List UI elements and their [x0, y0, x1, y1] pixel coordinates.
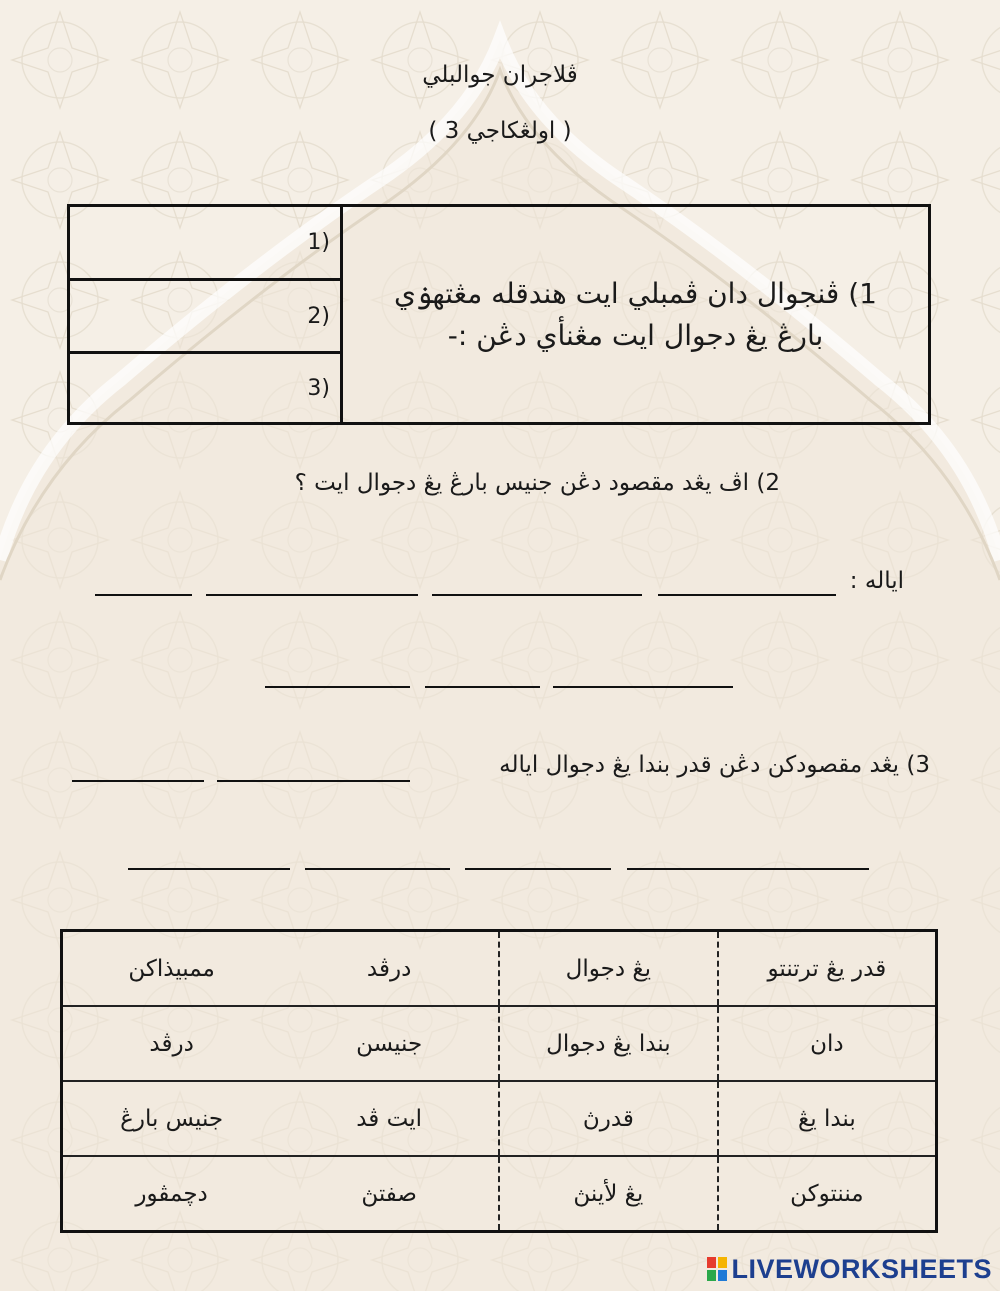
answer-label-3: 3) [307, 375, 330, 401]
question-2-blank-6[interactable] [425, 660, 540, 688]
answer-field-2[interactable] [76, 289, 300, 343]
question-3-blank-1[interactable] [217, 754, 410, 782]
question-3-blank-4[interactable] [465, 842, 611, 870]
question-1-line-2: بارڠ يڠ دجوال ايت مڠنأي دڠن :- [447, 318, 824, 352]
answer-field-3[interactable] [76, 362, 300, 414]
question-3-blank-3[interactable] [627, 842, 869, 870]
question-2-blank-2[interactable] [432, 568, 642, 596]
question-2-blank-1[interactable] [658, 568, 836, 596]
logo-square [707, 1270, 716, 1281]
logo-square [707, 1257, 716, 1268]
watermark-text: LIVEWORKSHEETS [731, 1253, 992, 1284]
word-bank-cell[interactable]: جنيسن [280, 1006, 499, 1081]
question-1-box [67, 204, 931, 425]
word-bank-cell[interactable]: درڤد [280, 931, 499, 1007]
word-bank-cell[interactable]: صفتڽ [280, 1156, 499, 1232]
word-bank-cell[interactable]: دچمڤور [135, 1180, 208, 1207]
question-3-blank-6[interactable] [128, 842, 290, 870]
question-3-blank-2[interactable] [72, 754, 204, 782]
answer-cell-1 [70, 207, 340, 281]
word-bank-cell[interactable]: يڠ دجوال [499, 931, 718, 1007]
word-bank-cell[interactable]: يڠ لأينڽ [499, 1156, 718, 1232]
word-bank-cell[interactable]: قدرڽ [499, 1081, 718, 1156]
worksheet-subtitle: ( اولڠکاجي 3 ) [428, 118, 572, 144]
table-row [62, 1006, 937, 1081]
question-1-answer-column [70, 207, 340, 422]
question-2-blank-5[interactable] [553, 660, 733, 688]
word-bank-cell[interactable]: درڤد [62, 1006, 281, 1081]
word-bank-cell[interactable]: ايت ڤد [280, 1081, 499, 1156]
liveworksheets-logo-icon [707, 1257, 727, 1281]
question-2-blank-3[interactable] [206, 568, 418, 596]
liveworksheets-watermark [707, 1254, 992, 1284]
answer-label-2: 2) [307, 303, 330, 329]
table-row [62, 1081, 937, 1156]
word-bank-cell[interactable]: بندا يڠ دجوال [499, 1006, 718, 1081]
question-2-text: 2) اڤ يڠد مقصود دڠن جنيس بارڠ يڠ دجوال ايت ؟ [294, 470, 780, 496]
word-bank-cell[interactable]: مننتوکن [718, 1156, 937, 1232]
word-bank-table [60, 929, 938, 1233]
question-2-blank-4[interactable] [95, 568, 192, 596]
word-bank-cell[interactable]: ممبيذاکن [62, 931, 281, 1007]
answer-cell-2 [70, 281, 340, 354]
question-3-blank-5[interactable] [305, 842, 450, 870]
question-2-answer-label: اياله : [849, 568, 904, 594]
answer-cell-3 [70, 354, 340, 422]
word-bank-cell[interactable]: قدر يڠ ترتنتو [718, 931, 937, 1007]
question-1-line-1: 1) ڤنجوال دان ڤمبلي ايت هندقله مڠتهۏي [394, 276, 877, 310]
worksheet-title: ڤلاجران جوالبلي [422, 62, 578, 88]
logo-square [718, 1257, 727, 1268]
word-bank-cell[interactable]: بندا يڠ [718, 1081, 937, 1156]
word-bank-cell[interactable]: جنيس بارڠ [62, 1081, 281, 1156]
answer-field-1[interactable] [76, 215, 300, 270]
question-1-text [340, 207, 928, 422]
word-bank-cell[interactable]: دان [718, 1006, 937, 1081]
question-2-blank-7[interactable] [265, 660, 410, 688]
table-row [62, 931, 937, 1007]
question-3-text: 3) يڠد مقصودکن دڠن قدر بندا يڠ دجوال اياله [499, 752, 930, 778]
logo-square [718, 1270, 727, 1281]
answer-label-1: 1) [307, 230, 330, 255]
table-row [62, 1156, 937, 1232]
